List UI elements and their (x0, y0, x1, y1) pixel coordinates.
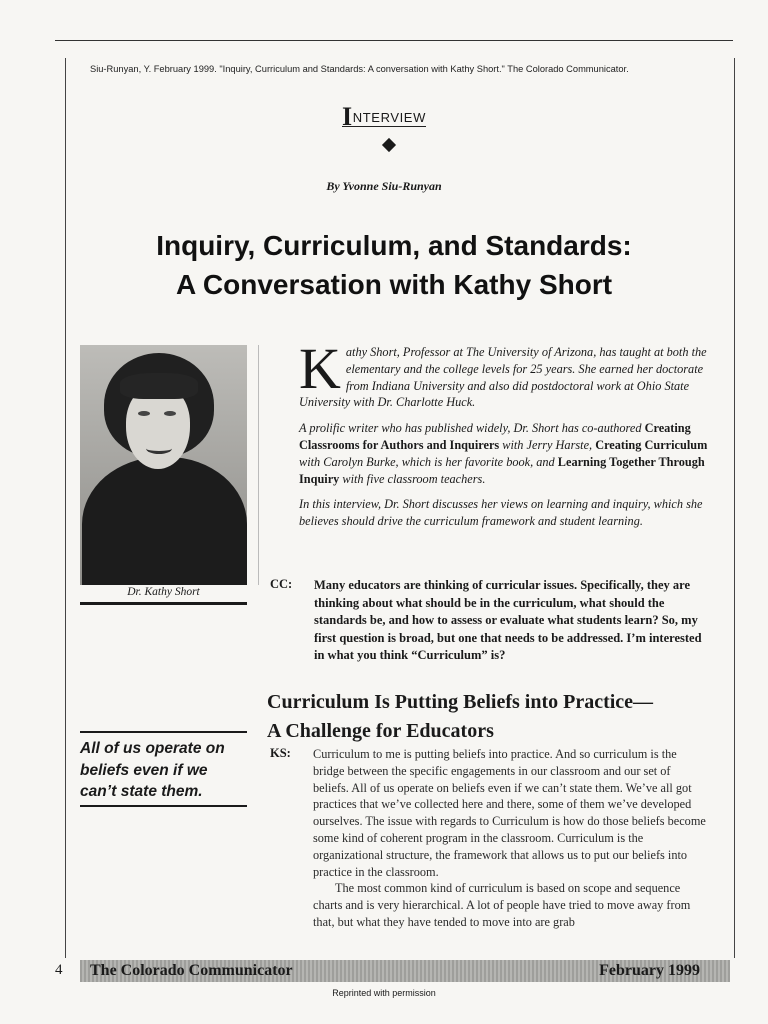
portrait-fringe (120, 373, 198, 399)
cc-speaker-label: CC: (270, 577, 293, 591)
section-kicker (0, 102, 768, 132)
portrait-smile (146, 443, 172, 454)
title-line-2: A Conversation with Kathy Short (175, 269, 613, 300)
intro-paragraph-3: In this interview, Dr. Short discusses her views on learning and inquiry, which she believes should drive the curriculum framework and student learning. (299, 497, 703, 529)
reprint-note: Reprinted with permission (332, 988, 436, 998)
pull-quote-rule-bottom (80, 805, 247, 807)
title-line-1: Inquiry, Curriculum, and Standards: (156, 230, 632, 261)
footer-bar (80, 960, 730, 982)
pull-quote: All of us operate on beliefs even if we can’t state them. (80, 740, 225, 800)
top-rule (55, 40, 733, 41)
article-title (60, 226, 728, 304)
portrait-eye-left (138, 411, 150, 416)
intro-paragraph-1 (299, 336, 709, 411)
portrait-body (82, 457, 247, 585)
kicker-text (342, 102, 426, 131)
photo-caption: Dr. Kathy Short (127, 586, 200, 598)
column-rule (258, 345, 259, 585)
citation: Siu-Runyan, Y. February 1999. "Inquiry, Curriculum and Standards: A conversation with Kathy Short." The Colorado Communicator. (90, 64, 629, 74)
drop-cap: K (299, 336, 341, 401)
intro-p2-c: with Carolyn Burke, which is her favorite book, and (299, 454, 558, 469)
ks-speaker-label: KS: (270, 746, 291, 760)
intro-text (299, 336, 709, 539)
portrait-eye-right (164, 411, 176, 416)
cc-question: Many educators are thinking of curricular issues. Specifically, they are thinking about what should be in the curriculum, what should the standards be, and how to assess or evaluate what students learn? So, my first question is broad, but one that needs to be addressed. I’m interested in what you think “Curriculum” is? (314, 578, 702, 662)
intro-p2-a: A prolific writer who has published widely, Dr. Short has co-authored (299, 421, 645, 436)
section-heading-line-1: Curriculum Is Putting Beliefs into Practice— (267, 691, 654, 713)
ks-paragraph-2: The most common kind of curriculum is based on scope and sequence charts and is very hierarchical. A lot of people have tried to move away from that, but what they have tended to move into are grab (313, 881, 691, 929)
ks-paragraph-1: Curriculum to me is putting beliefs into practice. And so curriculum is the bridge between the specific engagements in our classroom and our set of beliefs. All of us operate on beliefs even if we can’t state them. We’ve all got practices that we’ve collected here and there, some of them we’ve developed ourselves. The issue with regards to Curriculum is how do those beliefs become some kind of coherent program in the classroom. Curriculum is the organizational structure, the framework that allows us to put our beliefs into practice in the classroom. (313, 747, 706, 879)
book-title-1: Creating Classrooms for Authors and Inquirers (299, 421, 691, 452)
pull-quote-rule-top (80, 731, 247, 733)
intro-p2-b: with Jerry Harste, (499, 437, 596, 452)
page-number: 4 (55, 962, 63, 978)
caption-rule (80, 602, 247, 605)
section-heading-line-2: A Challenge for Educators (267, 720, 494, 742)
intro-paragraph-2 (299, 420, 709, 487)
book-title-2: Creating Curriculum (595, 437, 708, 452)
intro-p1-text: athy Short, Professor at The University of Arizona, has taught at both the elementary and the college levels for 25 years. She earned her doctorate from Indiana University and also did postdoctoral work at Ohio State University with Dr. Charlotte Huck. (299, 345, 707, 410)
ks-answer (313, 746, 709, 931)
intro-p2-d: with five classroom teachers. (339, 471, 486, 486)
section-heading (267, 688, 727, 746)
kicker-rest: NTERVIEW (352, 110, 426, 125)
footer-date: February 1999 (599, 962, 700, 979)
portrait-photo (80, 345, 247, 585)
byline: By Yvonne Siu-Runyan (326, 179, 442, 193)
kicker-initial: I (342, 102, 353, 131)
book-title-3: Learning Together Through Inquiry (299, 454, 705, 486)
footer-publication: The Colorado Communicator (90, 962, 293, 979)
